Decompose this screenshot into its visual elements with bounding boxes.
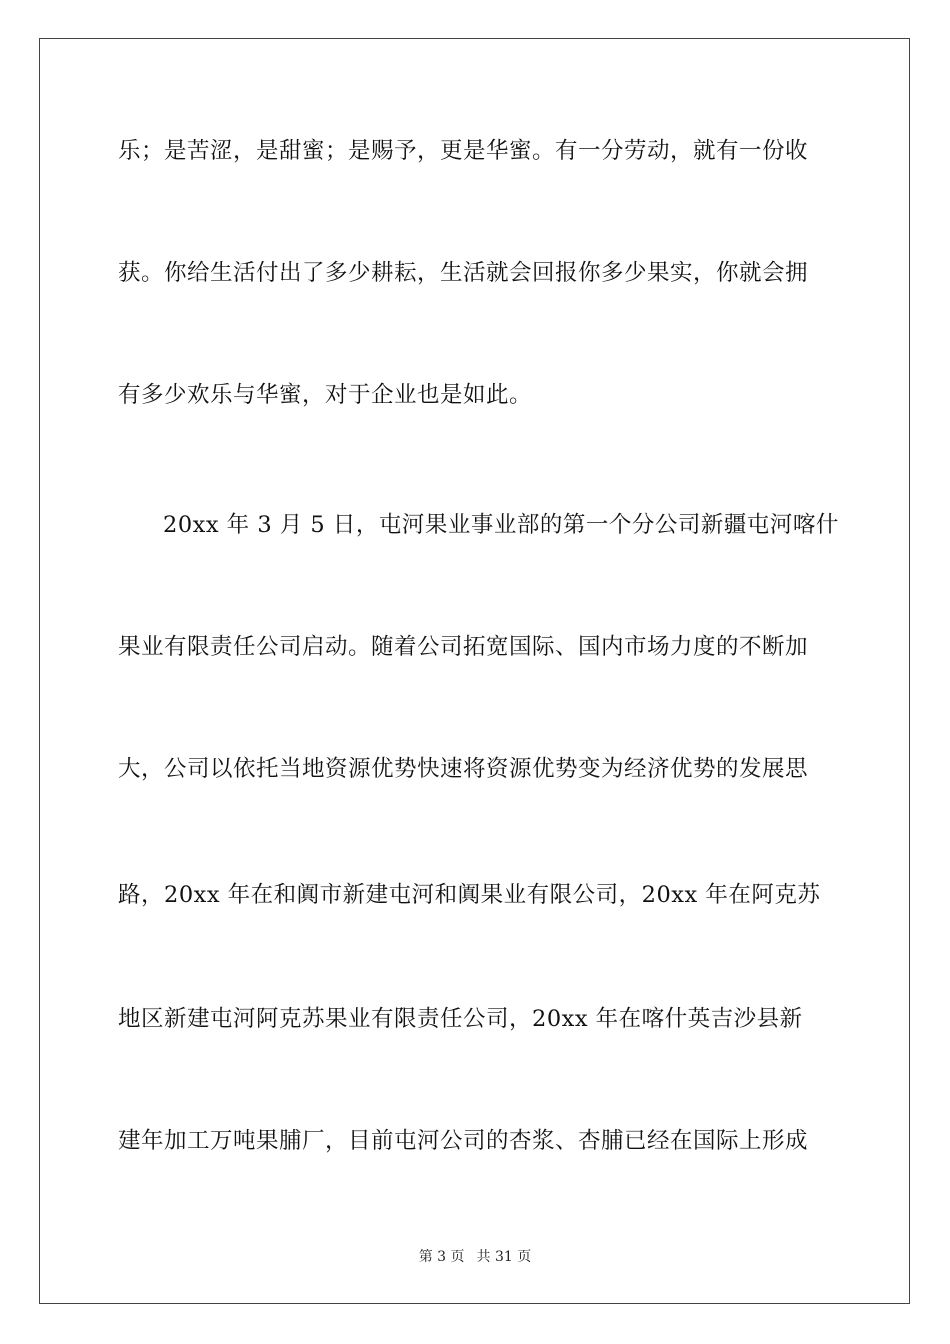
- body-text-line: 获。你给生活付出了多少耕耘，生活就会回报你多少果实，你就会拥: [118, 260, 809, 286]
- body-text-line: 建年加工万吨果脯厂，目前屯河公司的杏浆、杏脯已经在国际上形成: [118, 1128, 809, 1154]
- body-text-line: 路，20xx 年在和阗市新建屯河和阗果业有限公司，20xx 年在阿克苏: [118, 882, 821, 908]
- body-text-line: 大，公司以依托当地资源优势快速将资源优势变为经济优势的发展思: [118, 756, 809, 782]
- body-text-line: 地区新建屯河阿克苏果业有限责任公司，20xx 年在喀什英吉沙县新: [118, 1006, 803, 1032]
- body-text-line: 果业有限责任公司启动。随着公司拓宽国际、国内市场力度的不断加: [118, 634, 809, 660]
- page-total: 共 31 页: [476, 1249, 532, 1265]
- page-footer: [0, 1248, 950, 1266]
- page-number: 第 3 页: [418, 1249, 465, 1265]
- page-frame: [39, 38, 910, 1304]
- body-text-line: 乐；是苦涩，是甜蜜；是赐予，更是华蜜。有一分劳动，就有一份收: [118, 138, 809, 164]
- body-text-line: 有多少欢乐与华蜜，对于企业也是如此。: [118, 382, 533, 408]
- paragraph-first-line: 20xx 年 3 月 5 日，屯河果业事业部的第一个分公司新疆屯河喀什: [163, 512, 839, 538]
